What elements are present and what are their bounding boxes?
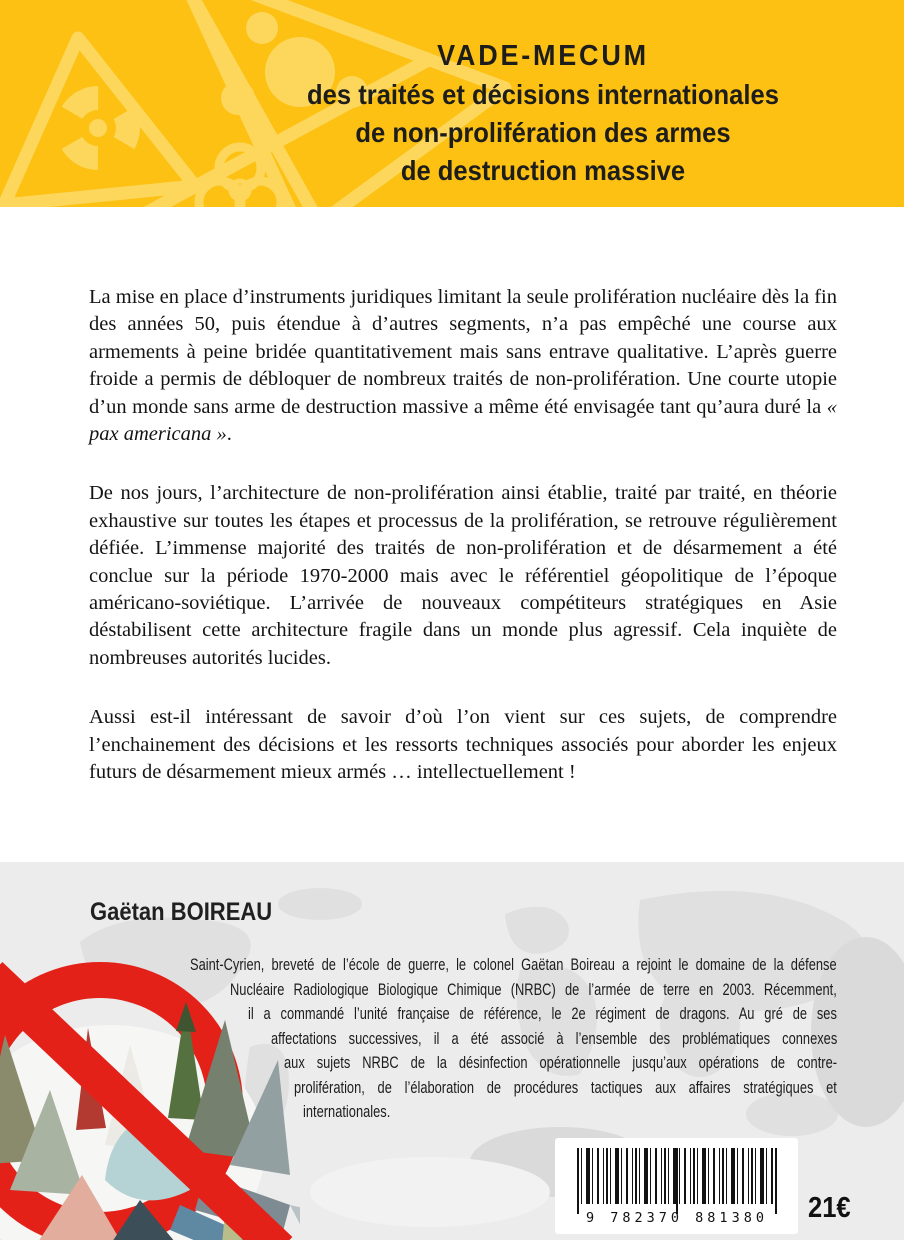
price-label: 21€ xyxy=(808,1192,851,1224)
title-line-2: des traités et décisions internationales xyxy=(307,79,779,110)
synopsis-p1-italic: « pax americana » xyxy=(89,395,837,446)
bio-line: aux sujets NRBC de la désinfection opérationnelle jusqu’aux opérations de contre- xyxy=(284,1054,838,1072)
missiles-prohibition-illustration xyxy=(0,960,300,1240)
synopsis-p1-end: . xyxy=(226,423,232,446)
author-section xyxy=(0,862,904,1240)
synopsis-paragraph-1 xyxy=(89,284,837,448)
title-line-1: VADE-MECUM xyxy=(437,40,649,72)
bio-line: Saint-Cyrien, breveté de l’école de guerre, le colonel Gaëtan Boireau a rejoint le domaine de la défense xyxy=(190,956,837,974)
bio-line: Nucléaire Radiologique Biologique Chimique (NRBC) de l’armée de terre en 2003. Récemment, xyxy=(230,980,837,999)
title-line-4: de destruction massive xyxy=(400,155,686,186)
bio-line: internationales. xyxy=(303,1103,391,1121)
synopsis-p1-text: La mise en place d’instruments juridiques limitant la seule prolifération nucléaire dès la fin des années 50, puis étendue à d’autres segments, n’a pas empêché une course aux armements à peine bridée quantitativement mais sans entrave qualitative. L’après guerre froide a permis de débloquer de nombreux traités de non-prolifération. Une courte utopie d’un monde sans arme de destruction massive a même été envisagée tant qu’aura duré la xyxy=(89,286,837,418)
author-name: Gaëtan BOIREAU xyxy=(90,898,273,926)
bio-line: affectations successives, il a été associé à l’ensemble des problématiques connexes xyxy=(271,1029,838,1048)
synopsis xyxy=(89,284,837,787)
bio-line: il a commandé l’unité française de référence, le 2e régiment de dragons. Au gré de ses xyxy=(248,1005,837,1023)
bio-line: prolifération, de l’élaboration de procédures tactiques aux affaires stratégiques et xyxy=(294,1078,837,1097)
book-title xyxy=(208,36,878,190)
isbn-digits: 9 782370 881380 xyxy=(586,1210,768,1226)
synopsis-paragraph-2: De nos jours, l’architecture de non-prolifération ainsi établie, traité par traité, en théorie exhaustive sur toutes les étapes et processus de la prolifération, se retrouve régulièrement défiée. L’immense majorité des traités de non-prolifération et de désarmement a été conclue sur la période 1970-2000 mais avec le référentiel géopolitique de l’époque américano-soviétique. L’arrivée de nouveaux compétiteurs stratégiques en Asie déstabilisent cette architecture fragile dans un monde plus agressif. Cela inquiète de nombreuses autorités lucides. xyxy=(89,482,837,669)
title-line-3: de non-prolifération des armes xyxy=(355,117,731,148)
title-banner xyxy=(0,0,904,207)
synopsis-paragraph-3: Aussi est-il intéressant de savoir d’où l’on vient sur ces sujets, de comprendre l’enchainement des décisions et les ressorts techniques associés pour aborder les enjeux futurs de désarmement mieux armés … intellectuellement ! xyxy=(89,706,837,784)
barcode xyxy=(555,1138,798,1234)
